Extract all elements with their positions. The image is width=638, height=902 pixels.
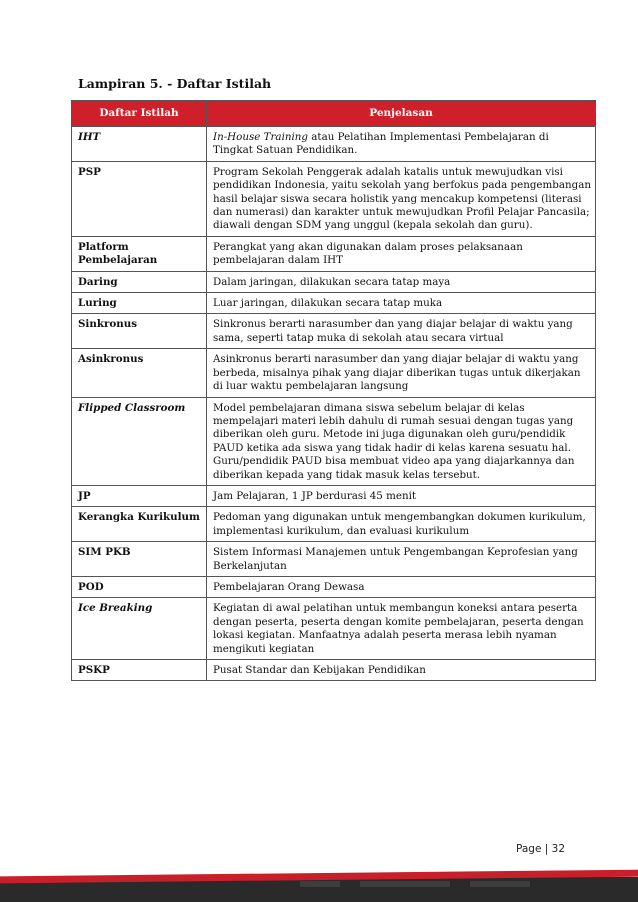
- term-cell: Asinkronus: [72, 349, 207, 397]
- term-cell: Platform Pembelajaran: [72, 236, 207, 271]
- page-number: Page | 32: [516, 843, 565, 855]
- definition-cell: Sinkronus berarti narasumber dan yang diajar belajar di waktu yang sama, seperti tatap muka di sekolah atau secara virtual: [207, 314, 596, 349]
- table-row: [72, 598, 596, 660]
- table-row: [72, 576, 596, 597]
- term-cell: PSKP: [72, 660, 207, 681]
- term-cell: Daring: [72, 271, 207, 292]
- definition-text: atau Pelatihan Implementasi Pembelajaran di Tingkat Satuan Pendidikan.: [213, 131, 549, 157]
- table-row: [72, 314, 596, 349]
- definition-cell: Kegiatan di awal pelatihan untuk membangun koneksi antara peserta dengan peserta, peserta dengan komite pembelajaran, peserta dengan lokasi kegiatan. Manfaatnya adalah peserta merasa lebih nyaman mengikuti kegiatan: [207, 598, 596, 660]
- term-cell: PSP: [72, 161, 207, 236]
- term-cell: IHT: [72, 127, 207, 162]
- definition-italic: In-House Training: [213, 131, 309, 143]
- term-cell: Flipped Classroom: [72, 397, 207, 485]
- table-row: [72, 236, 596, 271]
- term-cell: JP: [72, 485, 207, 506]
- definition-cell: Pembelajaran Orang Dewasa: [207, 576, 596, 597]
- definition-cell: Dalam jaringan, dilakukan secara tatap maya: [207, 271, 596, 292]
- header-term: Daftar Istilah: [72, 101, 207, 127]
- definition-cell: Sistem Informasi Manajemen untuk Pengembangan Keprofesian yang Berkelanjutan: [207, 542, 596, 577]
- term-cell: POD: [72, 576, 207, 597]
- header-definition: Penjelasan: [207, 101, 596, 127]
- table-row: [72, 660, 596, 681]
- term-cell: SIM PKB: [72, 542, 207, 577]
- table-row: [72, 397, 596, 485]
- term-cell: Kerangka Kurikulum: [72, 507, 207, 542]
- definition-cell: Pedoman yang digunakan untuk mengembangkan dokumen kurikulum, implementasi kurikulum, dan evaluasi kurikulum: [207, 507, 596, 542]
- definition-cell: Perangkat yang akan digunakan dalam proses pelaksanaan pembelajaran dalam IHT: [207, 236, 596, 271]
- table-row: [72, 127, 596, 162]
- table-row: [72, 542, 596, 577]
- table-row: [72, 485, 596, 506]
- definition-cell: Asinkronus berarti narasumber dan yang diajar belajar di waktu yang berbeda, misalnya pihak yang diajar diberikan tugas untuk dikerjakan di luar waktu pembelajaran langsung: [207, 349, 596, 397]
- table-row: [72, 349, 596, 397]
- footer-decoration: [0, 867, 638, 902]
- glossary-table: [71, 100, 596, 681]
- table-row: [72, 161, 596, 236]
- table-row: [72, 271, 596, 292]
- definition-cell: Jam Pelajaran, 1 JP berdurasi 45 menit: [207, 485, 596, 506]
- footer-stripe: [300, 881, 340, 887]
- footer-stripe: [470, 881, 530, 887]
- table-header-row: [72, 101, 596, 127]
- footer-stripe: [360, 881, 450, 887]
- term-cell: Luring: [72, 293, 207, 314]
- table-row: [72, 293, 596, 314]
- definition-cell: Program Sekolah Penggerak adalah katalis untuk mewujudkan visi pendidikan Indonesia, yaitu sekolah yang berfokus pada pengembangan hasil belajar siswa secara holistik yang mencakup kompetensi (literasi dan numerasi) dan karakter untuk mewujudkan Profil Pelajar Pancasila; diawali dengan SDM yang unggul (kepala sekolah dan guru).: [207, 161, 596, 236]
- definition-cell: Luar jaringan, dilakukan secara tatap muka: [207, 293, 596, 314]
- definition-cell: Model pembelajaran dimana siswa sebelum belajar di kelas mempelajari materi lebih dahulu di rumah sesuai dengan tugas yang diberikan oleh guru. Metode ini juga digunakan oleh guru/pendidik PAUD ketika ada siswa yang tidak hadir di kelas karena sesuatu hal. Guru/pendidik PAUD bisa membuat video apa yang diajarkannya dan diberikan kepada yang tidak masuk kelas tersebut.: [207, 397, 596, 485]
- page-heading: Lampiran 5. - Daftar Istilah: [78, 76, 272, 91]
- definition-cell: Pusat Standar dan Kebijakan Pendidikan: [207, 660, 596, 681]
- definition-cell: [207, 127, 596, 162]
- term-cell: Sinkronus: [72, 314, 207, 349]
- term-cell: Ice Breaking: [72, 598, 207, 660]
- table-row: [72, 507, 596, 542]
